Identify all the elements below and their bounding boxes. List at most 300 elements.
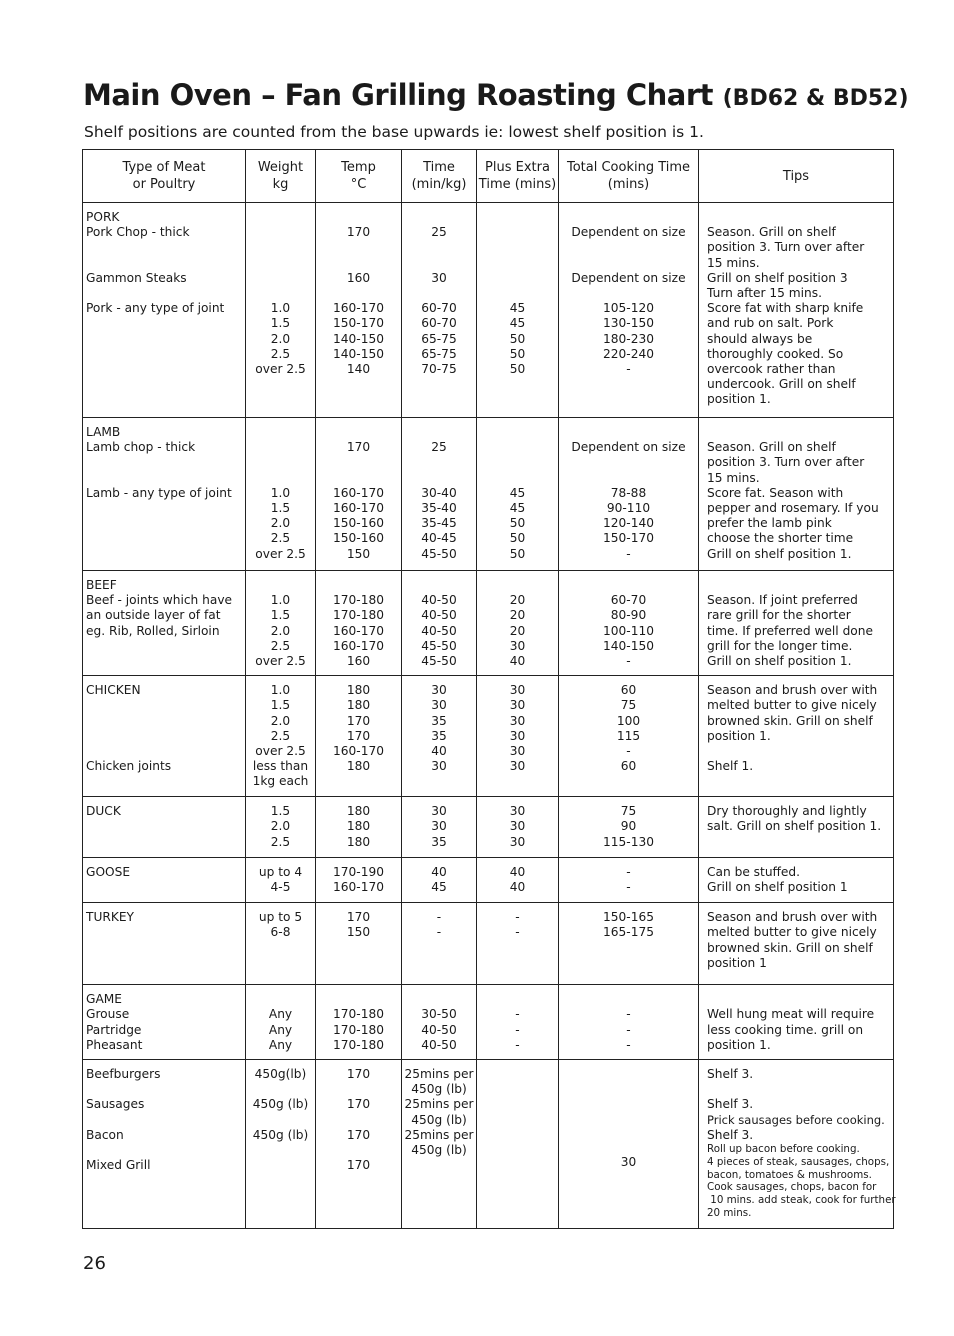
pork-weight-line: [246, 225, 315, 240]
cell-misc-extra: [477, 1060, 559, 1229]
beef-weight-line: over 2.5: [255, 654, 306, 668]
cell-misc-time: [402, 1060, 477, 1229]
cell-duck-temp: [316, 797, 402, 858]
beef-extra-line: 20: [509, 623, 526, 638]
lamb-weight-line: 2.0: [270, 516, 291, 531]
chicken-total-line: 115: [616, 728, 641, 743]
header-time: [402, 150, 477, 203]
pork-weight-line: [246, 271, 315, 286]
chicken-tips-line: [707, 744, 891, 759]
cell-chicken-extra: [477, 676, 559, 797]
lamb-time-line: 25: [431, 440, 447, 455]
beef-total-line: 80-90: [610, 608, 647, 623]
cell-pork-type: [83, 203, 246, 418]
pork-temp-line: 160-170: [333, 301, 384, 316]
lamb-temp-line: [316, 425, 401, 440]
goose-extra-line: 40: [509, 865, 526, 880]
cell-duck-type: [83, 797, 246, 858]
chicken-tips-line: position 1.: [707, 728, 771, 743]
turkey-time-line: -: [436, 925, 442, 940]
chicken-temp-line: 170: [346, 728, 371, 743]
chicken-weight-line: over 2.5: [255, 744, 306, 759]
pork-tips-line: Season. Grill on shelf: [707, 225, 836, 240]
pork-time-line: 65-75: [421, 346, 457, 361]
lamb-extra-line: [477, 425, 558, 440]
beef-weight-line: 2.0: [270, 623, 291, 638]
beef-tips-line: rare grill for the shorter: [707, 608, 851, 623]
chicken-temp-line: 170: [346, 713, 371, 728]
lamb-extra-line: 45: [509, 485, 526, 500]
pork-total-line: 105-120: [603, 301, 654, 316]
cell-turkey-time: [402, 903, 477, 985]
game-tips-line: less cooking time. grill on: [707, 1022, 864, 1037]
pork-total-line: [559, 240, 698, 255]
chicken-extra-line: 30: [509, 728, 526, 743]
pork-weight-line: [246, 286, 315, 301]
page-subtitle: Shelf positions are counted from the base upwards ie: lowest shelf position is 1.: [84, 123, 704, 141]
pork-temp-line: 140: [346, 361, 371, 376]
chicken-time-line: 30: [431, 698, 447, 713]
cell-game-time: [402, 985, 477, 1060]
game-tips-line: position 1.: [707, 1037, 771, 1052]
chicken-time-line: 40: [431, 744, 447, 759]
misc-type-line: Mixed Grill: [86, 1158, 151, 1173]
beef-tips-line: Season. If joint preferred: [707, 593, 858, 608]
pork-weight-line: 1.5: [270, 316, 291, 331]
pork-time-line: 65-75: [421, 331, 457, 346]
goose-total-line: -: [626, 880, 631, 895]
chicken-weight-line: 2.5: [270, 728, 291, 743]
header-type: [83, 150, 246, 203]
pork-time-line: 25: [431, 225, 447, 240]
game-weight-line: Any: [268, 1037, 293, 1052]
cell-lamb-type: [83, 418, 246, 571]
cell-goose-type: [83, 858, 246, 903]
cell-pork-weight: [246, 203, 316, 418]
beef-weight-line: [246, 578, 315, 593]
beef-tips-line: grill for the longer time.: [707, 638, 853, 653]
lamb-tips-line: Score fat. Season with: [707, 485, 844, 500]
misc-temp-line: 170: [346, 1158, 371, 1173]
pork-time-line: [402, 240, 476, 255]
pork-temp-line: [316, 256, 401, 271]
lamb-weight-line: 1.5: [270, 500, 291, 515]
cell-chicken-total: [559, 676, 699, 797]
cell-goose-extra: [477, 858, 559, 903]
duck-total-line: 90: [620, 819, 637, 834]
chicken-total-line: 100: [616, 713, 641, 728]
lamb-weight-line: over 2.5: [255, 546, 306, 561]
pork-total-line: 220-240: [603, 346, 654, 361]
chicken-weight-line: 1kg each: [252, 774, 309, 789]
lamb-tips-line: prefer the lamb pink: [707, 516, 832, 531]
turkey-time-line: -: [436, 910, 442, 925]
beef-type-line: BEEF: [86, 578, 117, 592]
lamb-time-line: 35-40: [421, 500, 457, 515]
chicken-temp-line: 180: [346, 698, 371, 713]
pork-time-line: [402, 210, 476, 225]
pork-weight-line: 2.5: [270, 346, 291, 361]
cell-pork-tips: [699, 203, 894, 418]
chicken-time-line: 35: [431, 713, 447, 728]
game-weight-line: Any: [268, 1022, 293, 1037]
turkey-type-line: TURKEY: [86, 910, 134, 925]
pork-weight-line: [246, 256, 315, 271]
cell-lamb-total: [559, 418, 699, 571]
turkey-extra-line: -: [515, 910, 520, 925]
chicken-time-line: 30: [431, 759, 447, 774]
cell-lamb-weight: [246, 418, 316, 571]
cell-turkey-total: [559, 903, 699, 985]
duck-temp-line: 180: [346, 834, 371, 849]
beef-weight-line: 1.5: [270, 608, 291, 623]
lamb-time-line: [402, 471, 476, 486]
page-title-main: Main Oven – Fan Grilling Roasting Chart: [83, 78, 714, 112]
pork-type-line: PORK: [86, 210, 120, 224]
header-type-line: Type of Meat: [122, 160, 206, 175]
cell-game-extra: [477, 985, 559, 1060]
cell-lamb-extra: [477, 418, 559, 571]
lamb-total-line: [559, 471, 698, 486]
cell-duck-tips: [699, 797, 894, 858]
chicken-temp-line: 180: [346, 683, 371, 698]
lamb-total-line: 90-110: [606, 500, 651, 515]
beef-tips-line: [707, 578, 891, 593]
pork-total-line: 130-150: [603, 316, 654, 331]
cell-turkey-temp: [316, 903, 402, 985]
pork-tips-line: position 3. Turn over after: [707, 240, 865, 255]
game-type-line: Partridge: [86, 1022, 142, 1037]
misc-type-line: [86, 1143, 245, 1158]
table-row-duck: [83, 797, 894, 858]
misc-type-line: [86, 1082, 245, 1097]
game-temp-line: 170-180: [333, 1037, 384, 1052]
game-tips-line: Well hung meat will require: [707, 1007, 875, 1022]
header-temp-line: °C: [350, 177, 367, 192]
beef-temp-line: 160-170: [333, 638, 384, 653]
beef-type-line: Beef - joints which have: [86, 593, 233, 608]
lamb-extra-line: 50: [509, 531, 526, 546]
table-row-lamb: [83, 418, 894, 571]
duck-temp-line: 180: [346, 819, 371, 834]
chicken-total-line: 60: [620, 759, 637, 774]
pork-temp-line: 160: [346, 270, 371, 285]
header-weight: [246, 150, 316, 203]
beef-weight-line: 2.5: [270, 638, 291, 653]
beef-temp-line: 160-170: [333, 623, 384, 638]
duck-extra-line: 30: [509, 834, 526, 849]
cell-beef-temp: [316, 571, 402, 676]
table-row-chicken: [83, 676, 894, 797]
pork-temp-line: [316, 240, 401, 255]
beef-temp-line: 170-180: [333, 608, 384, 623]
lamb-temp-line: 150: [346, 546, 371, 561]
table-row-goose: [83, 858, 894, 903]
misc-temp-line: [316, 1082, 401, 1097]
misc-time-line: 25mins per: [404, 1067, 474, 1082]
pork-tips-line: Grill on shelf position 3: [707, 270, 848, 285]
turkey-temp-line: 150: [346, 925, 371, 940]
header-total-line: (mins): [607, 177, 650, 192]
game-time-line: 40-50: [421, 1022, 457, 1037]
lamb-time-line: 45-50: [421, 546, 457, 561]
cell-pork-time: [402, 203, 477, 418]
lamb-type-line: LAMB: [86, 425, 121, 439]
pork-temp-line: [316, 210, 401, 225]
beef-time-line: 40-50: [421, 608, 457, 623]
cell-goose-weight: [246, 858, 316, 903]
pork-temp-line: 150-170: [333, 316, 384, 331]
game-total-line: -: [626, 1007, 631, 1022]
misc-weight-line: [246, 1082, 315, 1097]
pork-extra-line: [477, 240, 558, 255]
pork-weight-line: [246, 240, 315, 255]
pork-extra-line: 50: [509, 331, 526, 346]
misc-type-line: Beefburgers: [86, 1067, 161, 1082]
lamb-type-line: Lamb chop - thick: [86, 440, 196, 455]
pork-temp-line: 140-150: [333, 331, 384, 346]
lamb-tips-line: Grill on shelf position 1.: [707, 546, 852, 561]
lamb-temp-line: 150-160: [333, 531, 384, 546]
misc-temp-line: [316, 1143, 401, 1158]
turkey-temp-line: 170: [346, 910, 371, 925]
pork-tips-line: should always be: [707, 331, 813, 346]
cell-duck-weight: [246, 797, 316, 858]
lamb-total-line: Dependent on size: [571, 440, 686, 455]
misc-weight-line: [246, 1113, 315, 1128]
duck-type-line: DUCK: [86, 804, 121, 819]
game-time-line: [402, 992, 476, 1007]
pork-time-line: 70-75: [421, 361, 457, 376]
chicken-total-line: -: [626, 744, 631, 759]
beef-extra-line: 30: [509, 638, 526, 653]
duck-weight-line: 2.5: [270, 834, 291, 849]
chicken-extra-line: 30: [509, 698, 526, 713]
misc-tip-bacon-note: Roll up bacon before cooking.: [707, 1143, 860, 1156]
pork-tips-line: and rub on salt. Pork: [707, 316, 834, 331]
game-extra-line: -: [515, 1037, 520, 1052]
pork-time-line: 60-70: [421, 301, 457, 316]
turkey-tips-line: Season and brush over with: [707, 910, 878, 925]
header-type-line: or Poultry: [132, 177, 196, 192]
page-title-model: (BD62 & BD52): [722, 86, 909, 111]
pork-extra-line: [477, 225, 558, 240]
game-temp-line: [316, 992, 401, 1007]
cell-pork-total: [559, 203, 699, 418]
header-extra: [477, 150, 559, 203]
pork-extra-line: [477, 286, 558, 301]
table-row-pork: [83, 203, 894, 418]
chicken-tips-line: Shelf 1.: [707, 759, 754, 774]
game-temp-line: 170-180: [333, 1007, 384, 1022]
lamb-weight-line: [246, 425, 315, 440]
table-row-beef: [83, 571, 894, 676]
pork-time-line: 30: [431, 270, 447, 285]
lamb-extra-line: [477, 440, 558, 455]
game-extra-line: -: [515, 1007, 520, 1022]
duck-weight-line: 2.0: [270, 819, 291, 834]
cell-beef-type: [83, 571, 246, 676]
lamb-extra-line: 45: [509, 500, 526, 515]
lamb-time-line: [402, 455, 476, 470]
pork-extra-line: [477, 256, 558, 271]
chicken-time-line: 30: [431, 683, 447, 698]
misc-type-line: Bacon: [86, 1127, 124, 1142]
lamb-weight-line: [246, 471, 315, 486]
pork-extra-line: [477, 271, 558, 286]
lamb-tips-line: 15 mins.: [707, 470, 760, 485]
goose-tips-line: Can be stuffed.: [707, 865, 801, 880]
goose-time-line: 45: [431, 880, 447, 895]
cell-beef-weight: [246, 571, 316, 676]
beef-type-line: eg. Rib, Rolled, Sirloin: [86, 623, 220, 638]
header-total: [559, 150, 699, 203]
misc-tip-bacon: Shelf 3.: [707, 1127, 754, 1142]
pork-time-line: [402, 256, 476, 271]
roasting-chart-table: [82, 149, 894, 1229]
turkey-tips-line: position 1: [707, 955, 767, 970]
chicken-total-line: 60: [620, 683, 637, 698]
misc-temp-line: 170: [346, 1097, 371, 1112]
game-total-line: -: [626, 1037, 631, 1052]
game-type-line: Pheasant: [86, 1037, 143, 1052]
misc-total-value: 30: [620, 1155, 637, 1170]
cell-turkey-type: [83, 903, 246, 985]
chicken-weight-line: 2.0: [270, 713, 291, 728]
cell-misc-type: [83, 1060, 246, 1229]
header-tips: [699, 150, 894, 203]
game-temp-line: 170-180: [333, 1022, 384, 1037]
turkey-weight-line: 6-8: [270, 925, 291, 940]
pork-total-line: 180-230: [603, 331, 654, 346]
game-type-line: Grouse: [86, 1007, 130, 1022]
pork-temp-line: 170: [346, 225, 371, 240]
chicken-type-line: [86, 714, 245, 729]
turkey-total-line: 150-165: [603, 910, 654, 925]
chicken-type-line: CHICKEN: [86, 683, 141, 698]
pork-weight-line: over 2.5: [255, 361, 306, 376]
pork-time-line: [402, 286, 476, 301]
lamb-temp-line: [316, 471, 401, 486]
turkey-weight-line: up to 5: [258, 910, 303, 925]
pork-tips-line: position 1.: [707, 392, 771, 407]
misc-time-line: 25mins per: [404, 1127, 474, 1142]
table-row-game: [83, 985, 894, 1060]
cell-misc-total: [559, 1060, 699, 1229]
pork-total-line: Dependent on size: [571, 225, 686, 240]
cell-goose-temp: [316, 858, 402, 903]
turkey-extra-line: -: [515, 925, 520, 940]
cell-turkey-weight: [246, 903, 316, 985]
cell-pork-extra: [477, 203, 559, 418]
game-total-line: [559, 992, 698, 1007]
cell-lamb-temp: [316, 418, 402, 571]
lamb-type-line: [86, 455, 245, 470]
chicken-temp-line: 180: [346, 759, 371, 774]
page-number: 26: [83, 1253, 106, 1274]
cell-pork-temp: [316, 203, 402, 418]
lamb-tips-line: choose the shorter time: [707, 531, 854, 546]
chicken-type-line: [86, 729, 245, 744]
lamb-weight-line: [246, 455, 315, 470]
cell-duck-time: [402, 797, 477, 858]
duck-temp-line: 180: [346, 804, 371, 819]
beef-total-line: 140-150: [603, 638, 654, 653]
beef-weight-line: 1.0: [270, 593, 291, 608]
cell-chicken-tips: [699, 676, 894, 797]
misc-tip-beefburgers: Shelf 3.: [707, 1067, 754, 1082]
cell-goose-time: [402, 858, 477, 903]
game-weight-line: [246, 992, 315, 1007]
pork-total-line: [559, 286, 698, 301]
cell-game-total: [559, 985, 699, 1060]
cell-goose-tips: [699, 858, 894, 903]
header-temp-line: Temp: [341, 160, 376, 175]
lamb-extra-line: 50: [509, 516, 526, 531]
pork-type-line: Pork - any type of joint: [86, 301, 225, 316]
beef-temp-line: 170-180: [333, 593, 384, 608]
beef-temp-line: 160: [346, 654, 371, 668]
header-extra-line: Time (mins): [478, 177, 557, 192]
beef-extra-line: 40: [509, 654, 526, 668]
duck-time-line: 30: [431, 804, 447, 819]
chicken-time-line: 35: [431, 728, 447, 743]
misc-weight-line: 450g(lb): [254, 1067, 307, 1082]
beef-tips-line: time. If preferred well done: [707, 623, 873, 638]
duck-total-line: 115-130: [603, 834, 654, 849]
goose-total-line: -: [626, 865, 631, 880]
goose-time-line: 40: [431, 865, 447, 880]
pork-tips-line: undercook. Grill on shelf: [707, 377, 856, 392]
pork-tips-line: thoroughly cooked. So: [707, 346, 844, 361]
lamb-tips-line: [707, 425, 891, 440]
beef-time-line: 40-50: [421, 623, 457, 638]
header-weight-line: kg: [272, 177, 289, 192]
pork-total-line: -: [626, 361, 631, 376]
beef-time-line: [402, 578, 476, 593]
pork-tips-line: 15 mins.: [707, 255, 760, 270]
misc-tip-mixed-4: 20 mins.: [707, 1207, 752, 1219]
pork-extra-line: 45: [509, 301, 526, 316]
game-time-line: 40-50: [421, 1037, 457, 1052]
pork-temp-line: [316, 286, 401, 301]
lamb-temp-line: 170: [346, 440, 371, 455]
pork-time-line: 60-70: [421, 316, 457, 331]
pork-temp-line: 140-150: [333, 346, 384, 361]
duck-time-line: 30: [431, 819, 447, 834]
game-total-line: -: [626, 1022, 631, 1037]
cell-misc-weight: [246, 1060, 316, 1229]
header-total-line: Total Cooking Time: [566, 160, 691, 175]
pork-type-line: [86, 256, 245, 271]
pork-total-line: Dependent on size: [571, 270, 686, 285]
cell-game-type: [83, 985, 246, 1060]
cell-beef-total: [559, 571, 699, 676]
cell-goose-total: [559, 858, 699, 903]
cell-lamb-tips: [699, 418, 894, 571]
duck-extra-line: 30: [509, 804, 526, 819]
turkey-total-line: 165-175: [603, 925, 654, 940]
beef-time-line: 45-50: [421, 654, 457, 668]
lamb-weight-line: [246, 440, 315, 455]
cell-turkey-extra: [477, 903, 559, 985]
chicken-extra-line: 30: [509, 713, 526, 728]
lamb-temp-line: [316, 455, 401, 470]
header-tips-line: Tips: [782, 168, 810, 184]
pork-tips-line: overcook rather than: [707, 362, 836, 377]
misc-temp-line: [316, 1113, 401, 1128]
lamb-temp-line: 150-160: [333, 516, 384, 531]
